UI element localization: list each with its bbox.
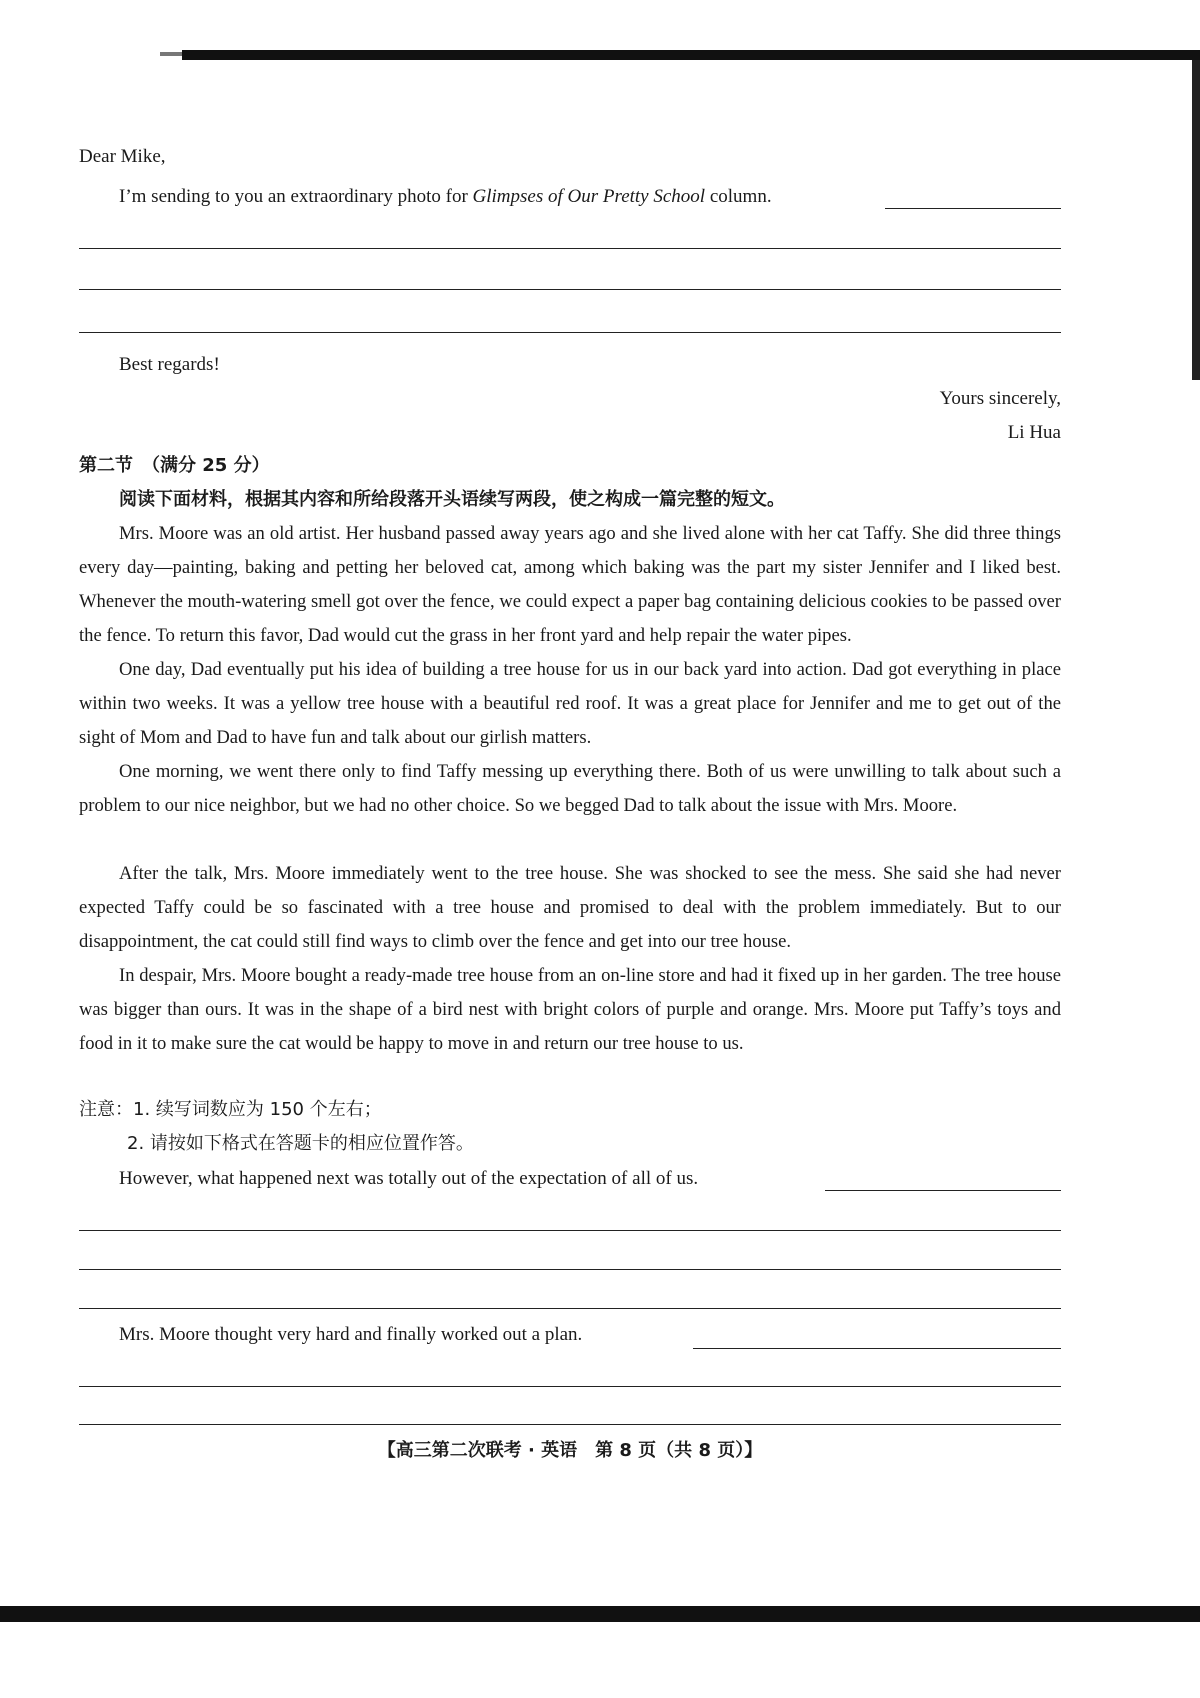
page-footer: 【高三第二次联考 · 英语 第 8 页（共 8 页）】: [377, 1440, 763, 1461]
letter-answer-line: [79, 289, 1061, 290]
section-heading: 第二节 （满分 25 分）: [79, 455, 270, 476]
story-paragraph-4: After the talk, Mrs. Moore immediately went to the tree house. She was shocked to see the mess. She said she had never expected Taffy could be so fascinated with a tree house and promised to deal with the problem immediately. But to our disappointment, the cat could still find ways to climb over the fence and get into our tree house.: [79, 863, 1061, 952]
continuation-prompt-2: Mrs. Moore thought very hard and finally worked out a plan.: [119, 1324, 583, 1345]
continuation-blank: [693, 1348, 1061, 1349]
continuation-line: [79, 1386, 1061, 1387]
scan-edge-top: [182, 50, 1200, 60]
note-answer-format: 2. 请按如下格式在答题卡的相应位置作答。: [127, 1133, 474, 1154]
story-paragraph-1: Mrs. Moore was an old artist. Her husband passed away years ago and she lived alone with her cat Taffy. She did three things every day—painting, baking and petting her beloved cat, among which baking was the part my sister Jennifer and I liked best. Whenever the mouth-watering smell got over the fence, we could expect a paper bag containing delicious cookies to be passed over the fence. To return this favor, Dad would cut the grass in her front yard and help repair the water pipes.: [79, 523, 1061, 646]
story-paragraph-5: In despair, Mrs. Moore bought a ready-made tree house from an on-line store and had it fixed up in her garden. The tree house was bigger than ours. It was in the shape of a bird nest with bright colors of purple and orange. Mrs. Moore put Taffy’s toys and food in it to make sure the cat would be happy to move in and return our tree house to us.: [79, 965, 1061, 1054]
letter-opening-title: Glimpses of Our Pretty School: [472, 186, 706, 207]
letter-signature: Li Hua: [1007, 422, 1061, 443]
section-instruction: 阅读下面材料，根据其内容和所给段落开头语续写两段，使之构成一篇完整的短文。: [119, 489, 785, 510]
letter-opening-line: [119, 180, 772, 214]
letter-opening-after: column.: [705, 186, 772, 207]
letter-salutation: Dear Mike,: [79, 146, 166, 167]
continuation-line: [79, 1269, 1061, 1270]
story-paragraph-3: One morning, we went there only to find Taffy messing up everything there. Both of us were unwilling to talk about such a problem to our nice neighbor, but we had no other choice. So we begged Dad to talk about the issue with Mrs. Moore.: [79, 761, 1061, 816]
letter-opening-before: I’m sending to you an extraordinary photo for: [119, 186, 473, 207]
scan-edge-right: [1192, 60, 1200, 380]
continuation-line: [79, 1308, 1061, 1309]
letter-answer-line: [79, 248, 1061, 249]
letter-signoff: Yours sincerely,: [939, 388, 1061, 409]
continuation-line: [79, 1230, 1061, 1231]
continuation-blank: [825, 1190, 1061, 1191]
continuation-prompt-1: However, what happened next was totally out of the expectation of all of us.: [119, 1168, 699, 1189]
letter-answer-blank: [885, 208, 1061, 209]
scan-edge-bottom: [0, 1606, 1200, 1622]
letter-closing: Best regards!: [119, 354, 220, 375]
letter-answer-line: [79, 332, 1061, 333]
note-word-count: 注意：1. 续写词数应为 150 个左右；: [79, 1099, 382, 1120]
continuation-line: [79, 1424, 1061, 1425]
story-paragraph-2: One day, Dad eventually put his idea of building a tree house for us in our back yard into action. Dad got everything in place within two weeks. It was a yellow tree house with a beautiful red roof. It was a great place for Jennifer and me to get out of the sight of Mom and Dad to have fun and talk about our girlish matters.: [79, 659, 1061, 748]
